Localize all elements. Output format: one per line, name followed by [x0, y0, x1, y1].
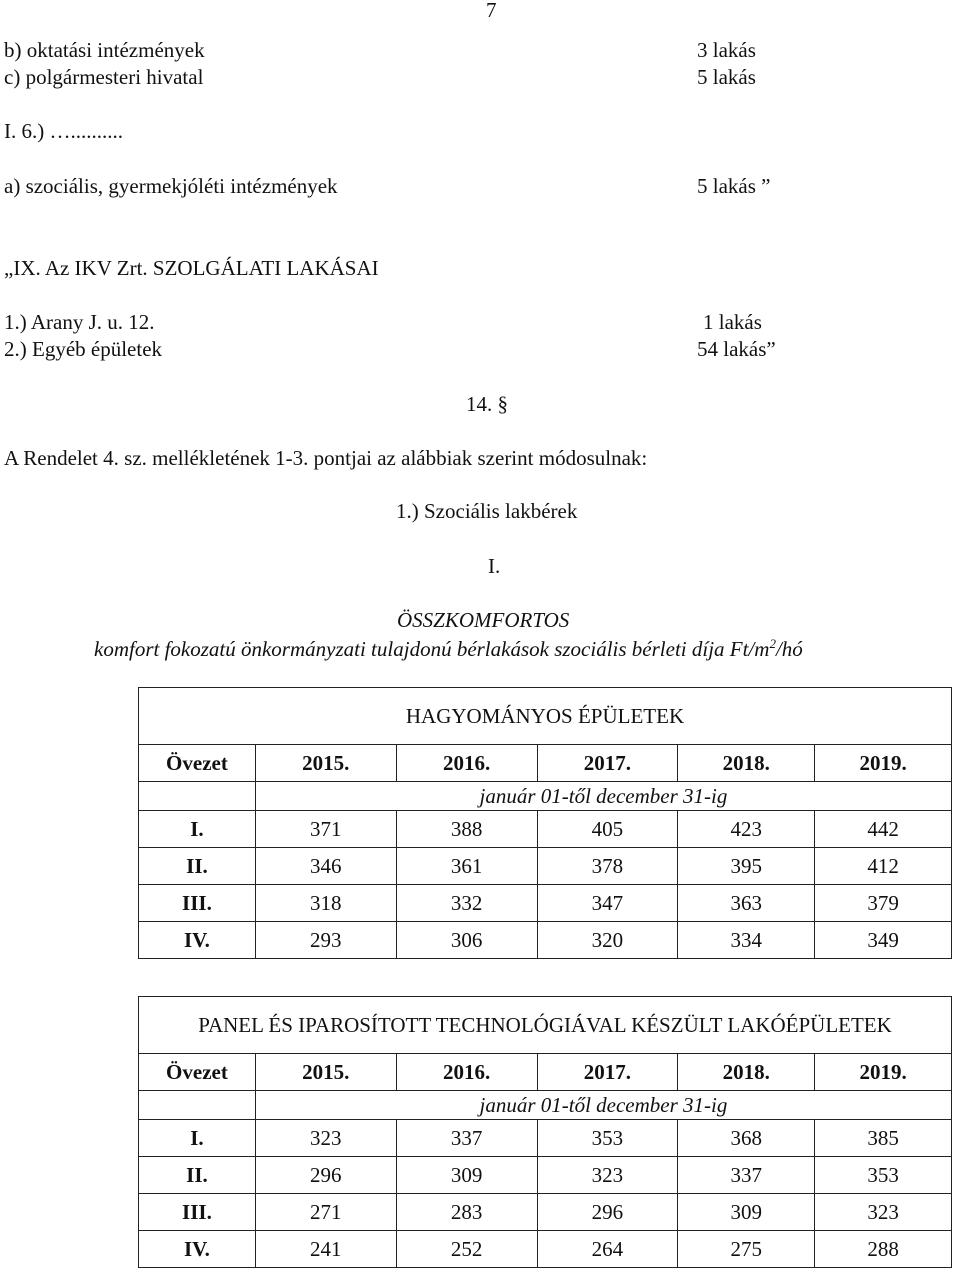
- table-hagyomanyos: [138, 687, 952, 959]
- line-szocialis-label: a) szociális, gyermekjóléti intézmények: [4, 174, 338, 198]
- value-cell: 423: [678, 811, 815, 848]
- page-number: 7: [486, 0, 497, 22]
- column-header: 2015.: [255, 1054, 396, 1091]
- column-header: 2017.: [537, 1054, 678, 1091]
- zone-cell: III.: [139, 1194, 256, 1231]
- value-cell: 368: [678, 1120, 815, 1157]
- value-cell: 283: [396, 1194, 537, 1231]
- zone-cell: IV.: [139, 922, 256, 959]
- column-header: 2017.: [537, 745, 678, 782]
- value-cell: 318: [255, 885, 396, 922]
- value-cell: 346: [255, 848, 396, 885]
- column-header: 2018.: [678, 1054, 815, 1091]
- column-header: Övezet: [139, 1054, 256, 1091]
- empty-cell: [139, 782, 256, 811]
- line-egyeb-label: 2.) Egyéb épületek: [4, 337, 163, 361]
- intro-text: A Rendelet 4. sz. mellékletének 1-3. pontjai az alábbiak szerint módosulnak:: [4, 446, 648, 470]
- value-cell: 337: [396, 1120, 537, 1157]
- zone-cell: III.: [139, 885, 256, 922]
- value-cell: 395: [678, 848, 815, 885]
- line-oktatasi-label: b) oktatási intézmények: [4, 38, 205, 62]
- line-arany-label: 1.) Arany J. u. 12.: [4, 310, 155, 334]
- value-cell: 309: [396, 1157, 537, 1194]
- value-cell: 320: [537, 922, 678, 959]
- value-cell: 378: [537, 848, 678, 885]
- value-cell: 264: [537, 1231, 678, 1268]
- value-cell: 306: [396, 922, 537, 959]
- column-header: Övezet: [139, 745, 256, 782]
- value-cell: 288: [815, 1231, 952, 1268]
- comfort-desc-suffix: /hó: [775, 637, 803, 661]
- value-cell: 241: [255, 1231, 396, 1268]
- comfort-title: ÖSSZKOMFORTOS: [397, 608, 570, 632]
- value-cell: 349: [815, 922, 952, 959]
- value-cell: 334: [678, 922, 815, 959]
- column-header: 2019.: [815, 1054, 952, 1091]
- period-label: január 01-től december 31-ig: [255, 1091, 951, 1120]
- value-cell: 252: [396, 1231, 537, 1268]
- value-cell: 353: [537, 1120, 678, 1157]
- value-cell: 442: [815, 811, 952, 848]
- value-cell: 296: [537, 1194, 678, 1231]
- zone-cell: II.: [139, 848, 256, 885]
- value-cell: 388: [396, 811, 537, 848]
- value-cell: 323: [537, 1157, 678, 1194]
- value-cell: 347: [537, 885, 678, 922]
- value-cell: 361: [396, 848, 537, 885]
- value-cell: 337: [678, 1157, 815, 1194]
- line-szocialis-value: 5 lakás ”: [697, 174, 771, 198]
- table-panel: [138, 996, 952, 1268]
- line-egyeb-value: 54 lakás”: [697, 337, 776, 361]
- comfort-desc-text: komfort fokozatú önkormányzati tulajdonú bérlakások szociális bérleti díja Ft/m: [94, 637, 770, 661]
- empty-cell: [139, 1091, 256, 1120]
- zone-cell: I.: [139, 1120, 256, 1157]
- line-polgarmesteri-value: 5 lakás: [697, 65, 756, 89]
- table-title: PANEL ÉS IPAROSÍTOTT TECHNOLÓGIÁVAL KÉSZÜLT LAKÓÉPÜLETEK: [139, 997, 952, 1054]
- comfort-description: [94, 637, 803, 660]
- zone-cell: I.: [139, 811, 256, 848]
- column-header: 2015.: [255, 745, 396, 782]
- line-polgarmesteri-label: c) polgármesteri hivatal: [4, 65, 204, 89]
- subtitle-szocialis-lakberek: 1.) Szociális lakbérek: [396, 499, 578, 523]
- zone-cell: II.: [139, 1157, 256, 1194]
- roman-numeral: I.: [488, 554, 501, 578]
- column-header: 2016.: [396, 745, 537, 782]
- line-oktatasi-value: 3 lakás: [697, 38, 756, 62]
- value-cell: 323: [255, 1120, 396, 1157]
- line-ikv-heading: „IX. Az IKV Zrt. SZOLGÁLATI LAKÁSAI: [4, 256, 379, 280]
- zone-cell: IV.: [139, 1231, 256, 1268]
- column-header: 2016.: [396, 1054, 537, 1091]
- value-cell: 405: [537, 811, 678, 848]
- value-cell: 323: [815, 1194, 952, 1231]
- line-arany-value: 1 lakás: [703, 310, 762, 334]
- value-cell: 379: [815, 885, 952, 922]
- value-cell: 385: [815, 1120, 952, 1157]
- value-cell: 332: [396, 885, 537, 922]
- value-cell: 309: [678, 1194, 815, 1231]
- value-cell: 275: [678, 1231, 815, 1268]
- column-header: 2019.: [815, 745, 952, 782]
- paragraph-number: 14. §: [466, 392, 508, 416]
- value-cell: 271: [255, 1194, 396, 1231]
- line-i6: I. 6.) …..........: [4, 119, 123, 143]
- comfort-desc-sup: 2: [769, 636, 776, 651]
- value-cell: 296: [255, 1157, 396, 1194]
- value-cell: 293: [255, 922, 396, 959]
- value-cell: 371: [255, 811, 396, 848]
- value-cell: 363: [678, 885, 815, 922]
- column-header: 2018.: [678, 745, 815, 782]
- value-cell: 412: [815, 848, 952, 885]
- value-cell: 353: [815, 1157, 952, 1194]
- period-label: január 01-től december 31-ig: [255, 782, 951, 811]
- table-title: HAGYOMÁNYOS ÉPÜLETEK: [139, 688, 952, 745]
